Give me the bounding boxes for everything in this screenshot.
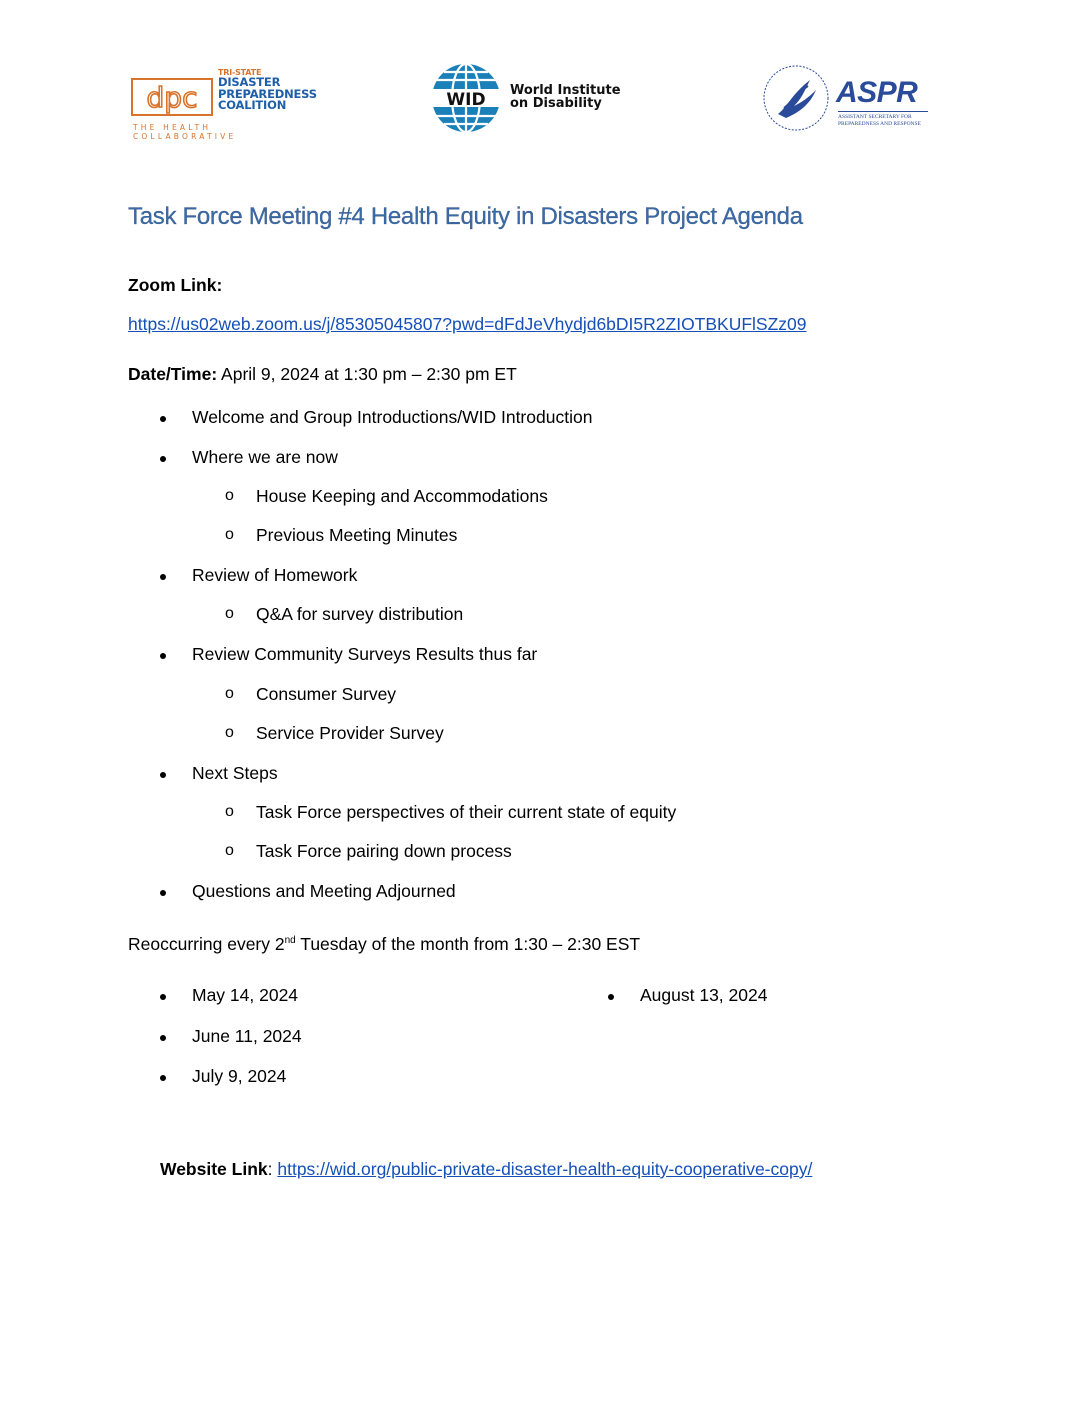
bullet-icon xyxy=(160,890,166,896)
agenda-subitem: Q&A for survey distribution xyxy=(256,604,464,624)
sub-bullet-icon: o xyxy=(225,803,234,820)
date-item: July 9, 2024 xyxy=(192,1066,287,1086)
agenda-subitem: Task Force perspectives of their current state of equity xyxy=(256,802,677,822)
sub-bullet-icon: o xyxy=(225,685,234,702)
bullet-icon xyxy=(160,994,166,1000)
wid-name: World Institute on Disability xyxy=(510,83,621,111)
website-link[interactable]: https://wid.org/public-private-disaster-health-equity-cooperative-copy/ xyxy=(277,1159,813,1179)
svg-text:dpc: dpc xyxy=(146,81,198,114)
bullet-icon xyxy=(160,574,166,580)
aspr-subtitle: ASSISTANT SECRETARY FOR PREPAREDNESS AND RESPONSE xyxy=(838,111,928,127)
aspr-logo xyxy=(758,62,928,134)
bullet-icon xyxy=(160,456,166,462)
agenda-subitem: Service Provider Survey xyxy=(256,723,444,743)
globe-icon xyxy=(430,62,502,134)
recurring-text: Reoccurring every 2nd Tuesday of the month from 1:30 – 2:30 EST xyxy=(128,934,641,954)
website-label: Website Link xyxy=(160,1159,268,1179)
zoom-link-row xyxy=(128,314,807,335)
agenda-subitem: Task Force pairing down process xyxy=(256,841,512,861)
bullet-icon xyxy=(160,653,166,659)
bullet-icon xyxy=(160,1075,166,1081)
date-item: August 13, 2024 xyxy=(640,985,768,1005)
dpc-name: TRI-STATE DISASTER PREPAREDNESS COALITION xyxy=(218,68,317,112)
dpc-mark-icon xyxy=(131,78,213,116)
aspr-wordmark: ASPR xyxy=(836,76,918,109)
zoom-link[interactable]: https://us02web.zoom.us/j/85305045807?pwd=dFdJeVhydjd6bDI5R2ZIOTBKUFlSZz09 xyxy=(128,314,807,334)
agenda-item: Review Community Surveys Results thus far xyxy=(192,644,538,664)
bullet-icon xyxy=(608,994,614,1000)
agenda-item: Where we are now xyxy=(192,447,338,467)
wid-logo xyxy=(430,62,630,134)
date-item: May 14, 2024 xyxy=(192,985,299,1005)
date-item: June 11, 2024 xyxy=(192,1026,302,1046)
agenda-item: Welcome and Group Introductions/WID Introduction xyxy=(192,407,593,427)
agenda-subitem: Previous Meeting Minutes xyxy=(256,525,458,545)
hhs-seal-icon xyxy=(758,62,834,134)
dpc-logo xyxy=(128,66,317,141)
bullet-icon xyxy=(160,416,166,422)
agenda-item: Review of Homework xyxy=(192,565,358,585)
datetime-value: April 9, 2024 at 1:30 pm – 2:30 pm ET xyxy=(217,364,517,384)
agenda-subitem: House Keeping and Accommodations xyxy=(256,486,548,506)
page-title: Task Force Meeting #4 Health Equity in Disasters Project Agenda xyxy=(128,203,803,230)
sub-bullet-icon: o xyxy=(225,842,234,859)
zoom-label: Zoom Link: xyxy=(128,275,223,295)
datetime-row xyxy=(128,364,517,385)
bullet-icon xyxy=(160,772,166,778)
agenda-subitem: Consumer Survey xyxy=(256,684,397,704)
sub-bullet-icon: o xyxy=(225,487,234,504)
sub-bullet-icon: o xyxy=(225,526,234,543)
sub-bullet-icon: o xyxy=(225,724,234,741)
datetime-label: Date/Time: xyxy=(128,364,218,384)
svg-text:WID: WID xyxy=(446,90,486,110)
bullet-icon xyxy=(160,1035,166,1041)
agenda-item: Next Steps xyxy=(192,763,278,783)
sub-bullet-icon: o xyxy=(225,605,234,622)
dpc-tagline: THE HEALTH COLLABORATIVE xyxy=(133,123,237,141)
agenda-item: Questions and Meeting Adjourned xyxy=(192,881,456,901)
website-row: Website Link: https://wid.org/public-private-disaster-health-equity-cooperative-copy/ xyxy=(160,1159,813,1179)
